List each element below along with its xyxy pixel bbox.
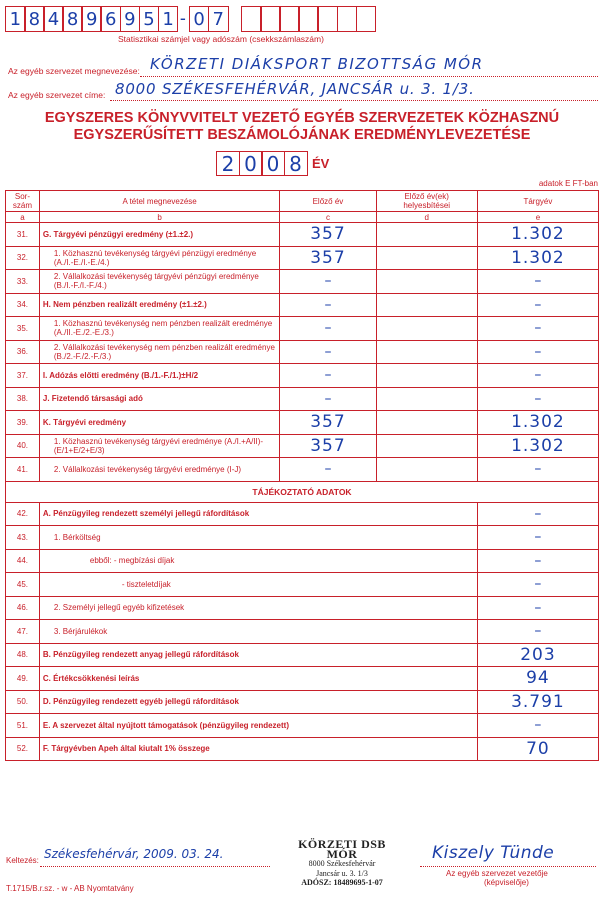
- table-row: [6, 502, 599, 526]
- prev-year-cell-value: –: [324, 390, 332, 407]
- current-year-cell-value: –: [534, 576, 542, 593]
- row-label: ebből: - megbízási díjak: [39, 549, 477, 573]
- row-number: 42.: [6, 502, 40, 526]
- letter-c: c: [280, 212, 376, 223]
- year-digit: 0: [261, 151, 285, 176]
- current-year-cell: [477, 317, 598, 341]
- correction-cell: [376, 223, 477, 247]
- current-year-cell-value: 1.302: [511, 247, 565, 268]
- row-label: 3. Bérjárulékok: [39, 620, 477, 644]
- current-year-cell-value: –: [534, 529, 542, 546]
- row-label: E. A szervezet által nyújtott támogatások (pénzügyileg rendezett): [39, 714, 477, 738]
- form-title-line1: EGYSZERES KÖNYVVITELT VEZETŐ EGYÉB SZERVEZETEK KÖZHASZNÚ: [44, 110, 560, 126]
- tax-digit: 8: [62, 6, 83, 32]
- current-year-cell-value: 203: [520, 644, 556, 665]
- tax-id-boxes: [5, 6, 375, 32]
- row-label: K. Tárgyévi eredmény: [39, 411, 279, 435]
- current-year-cell: [477, 526, 598, 550]
- table-row: [6, 737, 599, 761]
- row-label: 2. Vállalkozási tevékenység tárgyévi eredménye (I-J): [39, 458, 279, 482]
- tax-digit: 1: [5, 6, 26, 32]
- current-year-cell: [477, 737, 598, 761]
- signer-label-2: (képviselője): [484, 878, 529, 887]
- tax-separator: -: [179, 7, 186, 28]
- row-label: D. Pénzügyileg rendezett egyéb jellegű ráfordítások: [39, 690, 477, 714]
- letter-e: e: [477, 212, 598, 223]
- row-number: 48.: [6, 643, 40, 667]
- row-number: 40.: [6, 434, 40, 458]
- row-label: F. Tárgyévben Apeh által kiutalt 1% összege: [39, 737, 477, 761]
- current-year-cell-value: –: [534, 461, 542, 478]
- current-year-cell-value: 1.302: [511, 412, 565, 433]
- row-number: 50.: [6, 690, 40, 714]
- row-label: G. Tárgyévi pénzügyi eredmény (±1.±2.): [39, 223, 279, 247]
- current-year-cell: [477, 620, 598, 644]
- current-year-cell: [477, 573, 598, 597]
- org-name-label: Az egyéb szervezet megnevezése:: [8, 66, 140, 76]
- tax-digit: 7: [208, 6, 229, 32]
- prev-year-cell-value: 357: [310, 435, 346, 456]
- org-name-line: [140, 76, 598, 77]
- tax-digit: 9: [81, 6, 102, 32]
- table-row: [6, 620, 599, 644]
- table-row: [6, 246, 599, 270]
- correction-cell: [376, 364, 477, 388]
- current-year-cell: [477, 667, 598, 691]
- correction-cell: [376, 270, 477, 294]
- year-digit: 0: [239, 151, 263, 176]
- table-row: [6, 411, 599, 435]
- correction-cell: [376, 387, 477, 411]
- prev-year-cell: [280, 411, 376, 435]
- info-section-header: [6, 481, 599, 502]
- date-value: Székesfehérvár, 2009. 03. 24.: [44, 847, 224, 861]
- current-year-cell-value: –: [534, 552, 542, 569]
- current-year-cell: [477, 246, 598, 270]
- current-year-cell-value: –: [534, 505, 542, 522]
- tax-empty-box: [241, 6, 262, 32]
- org-address-label: Az egyéb szervezet címe:: [8, 90, 106, 100]
- letter-d: d: [376, 212, 477, 223]
- tax-digit: 5: [139, 6, 160, 32]
- tax-id-label: Statisztikai számjel vagy adószám (csekkszámlaszám): [118, 34, 324, 44]
- correction-cell: [376, 317, 477, 341]
- tax-empty-box: [337, 6, 358, 32]
- prev-year-cell-value: –: [324, 296, 332, 313]
- table-row: [6, 458, 599, 482]
- row-number: 49.: [6, 667, 40, 691]
- tax-empty-box: [260, 6, 281, 32]
- prev-year-cell-value: –: [324, 343, 332, 360]
- current-year-cell: [477, 502, 598, 526]
- prev-year-cell: [280, 293, 376, 317]
- date-line: [40, 866, 270, 867]
- row-label: 1. Bérköltség: [39, 526, 477, 550]
- current-year-cell: [477, 549, 598, 573]
- table-row: [6, 270, 599, 294]
- current-year-cell: [477, 340, 598, 364]
- current-year-cell-value: 3.791: [511, 691, 565, 712]
- prev-year-cell-value: 357: [310, 247, 346, 268]
- org-address-value: 8000 SZÉKESFEHÉRVÁR, JANCSÁR u. 3. 1/3.: [115, 80, 475, 98]
- column-letters: [6, 212, 599, 223]
- current-year-cell-value: 94: [526, 668, 550, 689]
- date-label: Keltezés:: [6, 856, 39, 865]
- prev-year-cell: [280, 434, 376, 458]
- prev-year-cell-value: –: [324, 367, 332, 384]
- header-c: Előző év: [280, 191, 376, 212]
- current-year-cell-value: 70: [526, 738, 550, 759]
- row-number: 36.: [6, 340, 40, 364]
- stamp-street: Jancsár u. 3. 1/3: [316, 868, 368, 878]
- tax-empty-box: [356, 6, 377, 32]
- current-year-cell: [477, 714, 598, 738]
- organization-stamp: [283, 837, 401, 888]
- row-number: 47.: [6, 620, 40, 644]
- org-address-line: [110, 100, 598, 101]
- header-a: Sor- szám: [6, 191, 40, 212]
- prev-year-cell: [280, 317, 376, 341]
- current-year-cell: [477, 411, 598, 435]
- letter-a: a: [6, 212, 40, 223]
- table-row: [6, 714, 599, 738]
- table-row: [6, 340, 599, 364]
- row-number: 35.: [6, 317, 40, 341]
- current-year-cell-value: –: [534, 623, 542, 640]
- stamp-name: KÖRZETI DSB MÓR: [298, 837, 386, 861]
- row-number: 51.: [6, 714, 40, 738]
- prev-year-cell: [280, 387, 376, 411]
- tax-empty-box: [279, 6, 300, 32]
- table-row: [6, 434, 599, 458]
- row-number: 44.: [6, 549, 40, 573]
- current-year-cell-value: 1.302: [511, 435, 565, 456]
- prev-year-cell-value: –: [324, 461, 332, 478]
- current-year-cell-value: –: [534, 717, 542, 734]
- row-label: 2. Vállalkozási tevékenység tárgyévi pénzügyi eredménye (B./I.-F./I.-F./4.): [39, 270, 279, 294]
- table-row: [6, 317, 599, 341]
- current-year-cell-value: –: [534, 343, 542, 360]
- row-number: 39.: [6, 411, 40, 435]
- row-number: 34.: [6, 293, 40, 317]
- correction-cell: [376, 293, 477, 317]
- info-section-title: TÁJÉKOZTATÓ ADATOK: [6, 481, 599, 502]
- correction-cell: [376, 411, 477, 435]
- current-year-cell: [477, 364, 598, 388]
- row-number: 45.: [6, 573, 40, 597]
- current-year-cell: [477, 270, 598, 294]
- tax-empty-box: [298, 6, 319, 32]
- prev-year-cell: [280, 364, 376, 388]
- tax-digit: 4: [43, 6, 64, 32]
- correction-cell: [376, 434, 477, 458]
- current-year-cell: [477, 223, 598, 247]
- signature-line: [420, 866, 596, 867]
- tax-digit: 0: [189, 6, 210, 32]
- year-digit: 8: [284, 151, 308, 176]
- current-year-cell: [477, 293, 598, 317]
- signer-label: Az egyéb szervezet vezetője: [446, 869, 548, 878]
- letter-b: b: [39, 212, 279, 223]
- table-row: [6, 387, 599, 411]
- tax-digit: 8: [24, 6, 45, 32]
- tax-digit: 1: [158, 6, 179, 32]
- row-label: B. Pénzügyileg rendezett anyag jellegű ráfordítások: [39, 643, 477, 667]
- table-row: [6, 549, 599, 573]
- signature: Kiszely Tünde: [432, 843, 555, 863]
- row-label: 2. Vállalkozási tevékenység nem pénzben realizált eredménye (B./2.-F./2.-F./3.): [39, 340, 279, 364]
- current-year-cell: [477, 643, 598, 667]
- prev-year-cell-value: 357: [310, 412, 346, 433]
- prev-year-cell: [280, 246, 376, 270]
- row-label: C. Értékcsökkenési leírás: [39, 667, 477, 691]
- prev-year-cell: [280, 223, 376, 247]
- row-label: I. Adózás előtti eredmény (B./1.-F./1.)±H/2: [39, 364, 279, 388]
- year-suffix: ÉV: [312, 156, 330, 171]
- prev-year-cell-value: –: [324, 273, 332, 290]
- row-number: 33.: [6, 270, 40, 294]
- row-label: - tiszteletdíjak: [39, 573, 477, 597]
- prev-year-cell: [280, 270, 376, 294]
- row-label: 2. Személyi jellegű egyéb kifizetések: [39, 596, 477, 620]
- current-year-cell: [477, 458, 598, 482]
- year-field: [216, 151, 329, 176]
- row-label: 1. Közhasznú tevékenység tárgyévi pénzügyi eredménye (A./I.-E./I.-E./4.): [39, 246, 279, 270]
- result-table: [5, 190, 599, 761]
- current-year-cell-value: 1.302: [511, 224, 565, 245]
- table-row: [6, 643, 599, 667]
- row-number: 31.: [6, 223, 40, 247]
- current-year-cell-value: –: [534, 599, 542, 616]
- current-year-cell-value: –: [534, 390, 542, 407]
- table-header: [6, 191, 599, 212]
- stamp-city: 8000 Székesfehérvár: [308, 859, 376, 868]
- table-row: [6, 667, 599, 691]
- tax-digit: 9: [120, 6, 141, 32]
- current-year-cell: [477, 690, 598, 714]
- year-digit: 2: [216, 151, 240, 176]
- form-code: T.1715/B.r.sz. - w - AB Nyomtatvány: [6, 884, 134, 893]
- row-number: 37.: [6, 364, 40, 388]
- row-label: H. Nem pénzben realizált eredmény (±1.±2.): [39, 293, 279, 317]
- header-d: Előző év(ek) helyesbítései: [376, 191, 477, 212]
- correction-cell: [376, 246, 477, 270]
- current-year-cell: [477, 387, 598, 411]
- table-row: [6, 526, 599, 550]
- year-boxes: [216, 151, 306, 176]
- org-name-value: KÖRZETI DIÁKSPORT BIZOTTSÁG MÓR: [150, 55, 484, 73]
- tax-empty-box: [317, 6, 338, 32]
- form-title-line2: EGYSZERŰSÍTETT BESZÁMOLÓJÁNAK EREDMÉNYLEVEZETÉSE: [73, 127, 531, 143]
- prev-year-cell-value: 357: [310, 224, 346, 245]
- row-label: A. Pénzügyileg rendezett személyi jellegű ráfordítások: [39, 502, 477, 526]
- prev-year-cell: [280, 340, 376, 364]
- row-label: 1. Közhasznú tevékenység tárgyévi eredménye (A./I.+A/II)-(E/1+E/2+E/3): [39, 434, 279, 458]
- row-number: 32.: [6, 246, 40, 270]
- row-number: 43.: [6, 526, 40, 550]
- current-year-cell-value: –: [534, 296, 542, 313]
- correction-cell: [376, 340, 477, 364]
- stamp-taxid: ADÓSZ: 18489695-1-07: [301, 878, 383, 887]
- tax-digit: 6: [100, 6, 121, 32]
- table-row: [6, 596, 599, 620]
- row-label: 1. Közhasznú tevékenység nem pénzben realizált eredménye (A./II.-E./2.-E./3.): [39, 317, 279, 341]
- table-row: [6, 293, 599, 317]
- table-row: [6, 573, 599, 597]
- prev-year-cell: [280, 458, 376, 482]
- header-b: A tétel megnevezése: [39, 191, 279, 212]
- current-year-cell-value: –: [534, 320, 542, 337]
- prev-year-cell-value: –: [324, 320, 332, 337]
- row-number: 41.: [6, 458, 40, 482]
- current-year-cell-value: –: [534, 273, 542, 290]
- row-number: 52.: [6, 737, 40, 761]
- row-label: J. Fizetendő társasági adó: [39, 387, 279, 411]
- table-row: [6, 364, 599, 388]
- table-row: [6, 690, 599, 714]
- current-year-cell-value: –: [534, 367, 542, 384]
- current-year-cell: [477, 434, 598, 458]
- row-number: 46.: [6, 596, 40, 620]
- table-row: [6, 223, 599, 247]
- units-note: adatok E FT-ban: [538, 179, 598, 188]
- correction-cell: [376, 458, 477, 482]
- current-year-cell: [477, 596, 598, 620]
- header-e: Tárgyév: [477, 191, 598, 212]
- row-number: 38.: [6, 387, 40, 411]
